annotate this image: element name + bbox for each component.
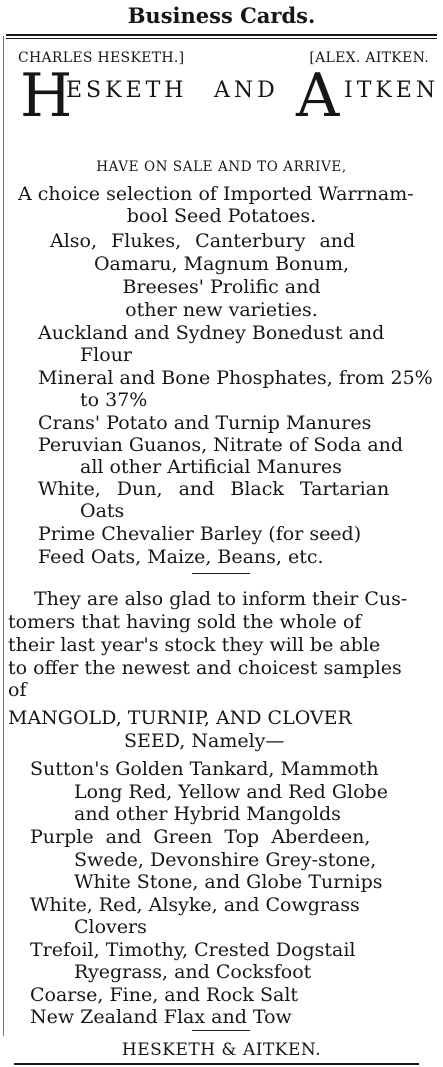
header-title: Business Cards.	[127, 3, 316, 28]
title-word-esketh: ESKETH	[66, 78, 188, 103]
text-line: Sutton's Golden Tankard, Mammoth	[30, 758, 379, 780]
text-line: Purple and Green Top Aberdeen,	[30, 826, 371, 848]
text-line: They are also glad to inform their Cus-	[34, 588, 408, 610]
text-line: Crans' Potato and Turnip Manures	[38, 412, 372, 434]
text-line: Mineral and Bone Phosphates, from 25%	[38, 367, 433, 389]
text-line: Prime Chevalier Barley (for seed)	[38, 523, 362, 545]
text-line: A choice selection of Imported Warrnam-	[18, 183, 414, 205]
text-line: White, Red, Alsyke, and Cowgrass	[30, 894, 360, 916]
text-line: Also, Flukes, Canterbury and	[50, 230, 356, 252]
partner-left: CHARLES HESKETH.]	[18, 50, 185, 66]
partner-right: [ALEX. AITKEN.	[309, 50, 429, 66]
text-line: all other Artificial Manures	[80, 456, 342, 478]
text-line: Peruvian Guanos, Nitrate of Soda and	[38, 434, 404, 456]
footer-rule	[14, 1063, 419, 1065]
text-line: New Zealand Flax and Tow	[30, 1006, 292, 1028]
text-line: SEED, Namely—	[124, 730, 285, 752]
column-rule	[3, 36, 4, 1036]
text-line: bool Seed Potatoes.	[126, 205, 317, 227]
header-rule-thin	[6, 38, 437, 39]
text-line: Flour	[80, 344, 133, 366]
text-line: White, Dun, and Black Tartarian	[38, 478, 390, 500]
title-word-and: AND	[214, 78, 279, 103]
text-line: and other Hybrid Mangolds	[74, 803, 341, 825]
title-initial-h: H	[20, 61, 73, 131]
text-line: Oats	[80, 500, 125, 522]
text-line: of	[8, 679, 27, 701]
title-initial-a: A	[296, 61, 340, 131]
text-line: Ryegrass, and Cocksfoot	[74, 961, 312, 983]
text-line: Oamaru, Magnum Bonum,	[93, 253, 350, 275]
footer-signature: HESKETH & AITKEN.	[121, 1040, 322, 1060]
title-word-itken: ITKEN	[344, 78, 440, 103]
text-line: to 37%	[80, 389, 148, 411]
text-line: Long Red, Yellow and Red Globe	[74, 781, 388, 803]
text-line: Trefoil, Timothy, Crested Dogstail	[30, 939, 356, 961]
firm-title	[14, 61, 440, 131]
text-line: Clovers	[74, 916, 147, 938]
text-line: White Stone, and Globe Turnips	[74, 871, 383, 893]
subtitle: HAVE ON SALE AND TO ARRIVE,	[96, 159, 347, 175]
footer-divider	[192, 1030, 250, 1031]
text-line: Feed Oats, Maize, Beans, etc.	[38, 546, 324, 568]
text-line: Coarse, Fine, and Rock Salt	[30, 984, 299, 1006]
text-line: Swede, Devonshire Grey-stone,	[74, 849, 377, 871]
header-rule	[6, 34, 437, 36]
text-line: Auckland and Sydney Bonedust and	[38, 322, 385, 344]
text-line: other new varieties.	[125, 299, 318, 321]
text-line: MANGOLD, TURNIP, AND CLOVER	[8, 707, 352, 729]
text-line: Breeses' Prolific and	[122, 276, 321, 298]
section-divider	[192, 573, 250, 574]
text-line: to offer the newest and choicest samples	[8, 657, 402, 679]
text-line: tomers that having sold the whole of	[8, 611, 362, 633]
text-line: their last year's stock they will be able	[8, 634, 381, 656]
